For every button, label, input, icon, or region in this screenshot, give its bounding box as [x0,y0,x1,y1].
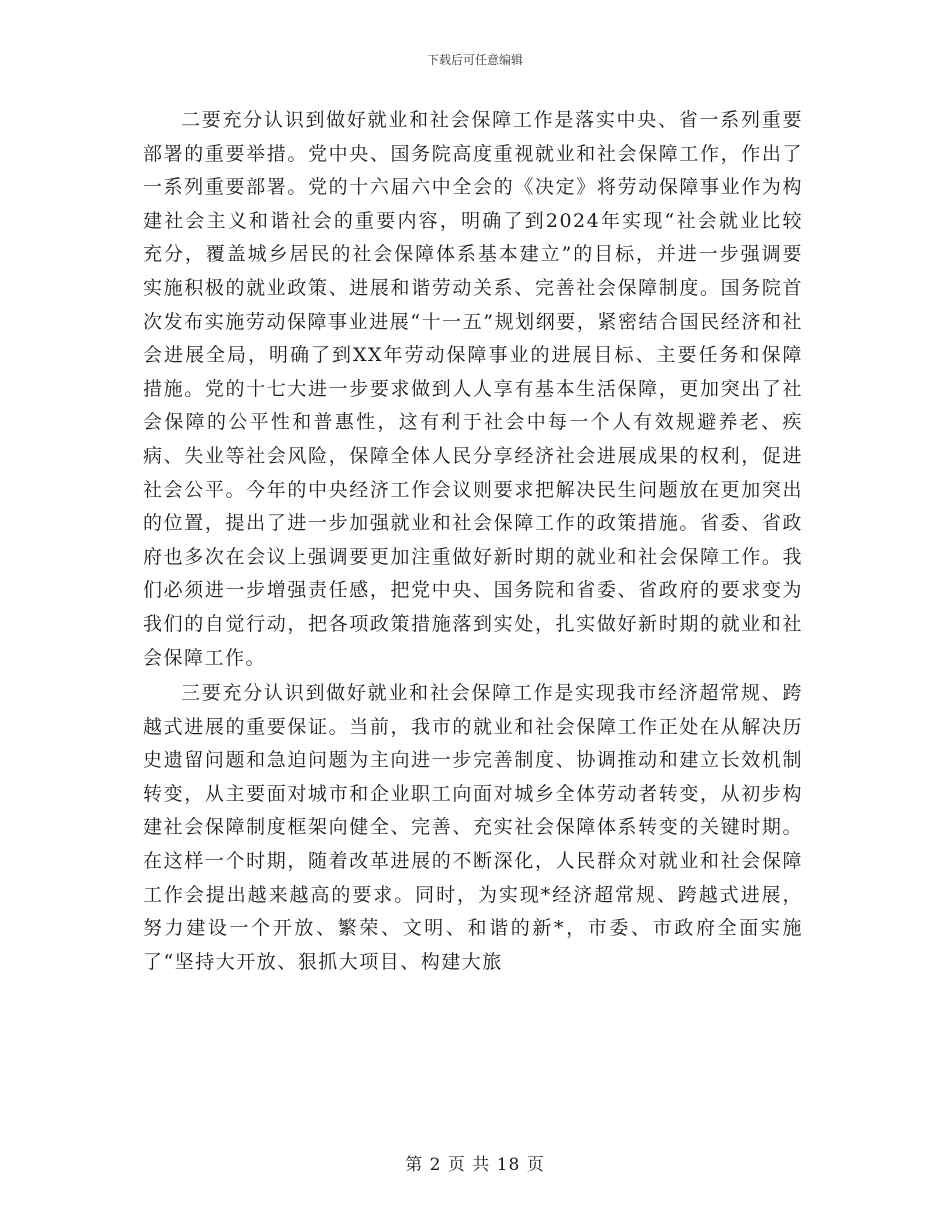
page-number: 第 2 页 共 18 页 [405,1155,545,1175]
page-header-note: 下载后可任意编辑 [426,53,523,67]
paragraph-2: 三要充分认识到做好就业和社会保障工作是实现我市经济超常规、跨越式进展的重要保证。当前，我市的就业和社会保障工作正处在从解决历史遗留问题和急迫问题为主向进一步完善制度、协调推动和建立长效机制转变，从主要面对城市和企业职工向面对城乡全体劳动者转变，从初步构建社会保障制度框架向健全、完善、充实社会保障体系转变的关键时期。在这样一个时期，随着改革进展的不断深化，人民群众对就业和社会保障工作会提出越来越高的要求。同时，为实现*经济超常规、跨越式进展，努力建设一个开放、繁荣、文明、和谐的新*，市委、市政府全面实施了“坚持大开放、狠抓大项目、构建大旅 [143,682,803,973]
paragraph-1: 二要充分认识到做好就业和社会保障工作是落实中央、省一系列重要部署的重要举措。党中央、国务院高度重视就业和社会保障工作，作出了一系列重要部署。党的十六届六中全会的《决定》将劳动保障事业作为构建社会主义和谐社会的重要内容，明确了到2024年实现“社会就业比较充分，覆盖城乡居民的社会保障体系基本建立”的目标，并进一步强调要实施积极的就业政策、进展和谐劳动关系、完善社会保障制度。国务院首次发布实施劳动保障事业进展“十一五”规划纲要，紧密结合国民经济和社会进展全局，明确了到XX年劳动保障事业的进展目标、主要任务和保障措施。党的十七大进一步要求做到人人享有基本生活保障，更加突出了社会保障的公平性和普惠性，这有利于社会中每一个人有效规避养老、疾病、失业等社会风险，保障全体人民分享经济社会进展成果的权利，促进社会公平。今年的中央经济工作会议则要求把解决民生问题放在更加突出的位置，提出了进一步加强就业和社会保障工作的政策措施。省委、省政府也多次在会议上强调要更加注重做好新时期的就业和社会保障工作。我们必须进一步增强责任感，把党中央、国务院和省委、省政府的要求变为我们的自觉行动，把各项政策措施落到实处，扎实做好新时期的就业和社会保障工作。 [143,109,803,669]
document-body [143,104,803,979]
